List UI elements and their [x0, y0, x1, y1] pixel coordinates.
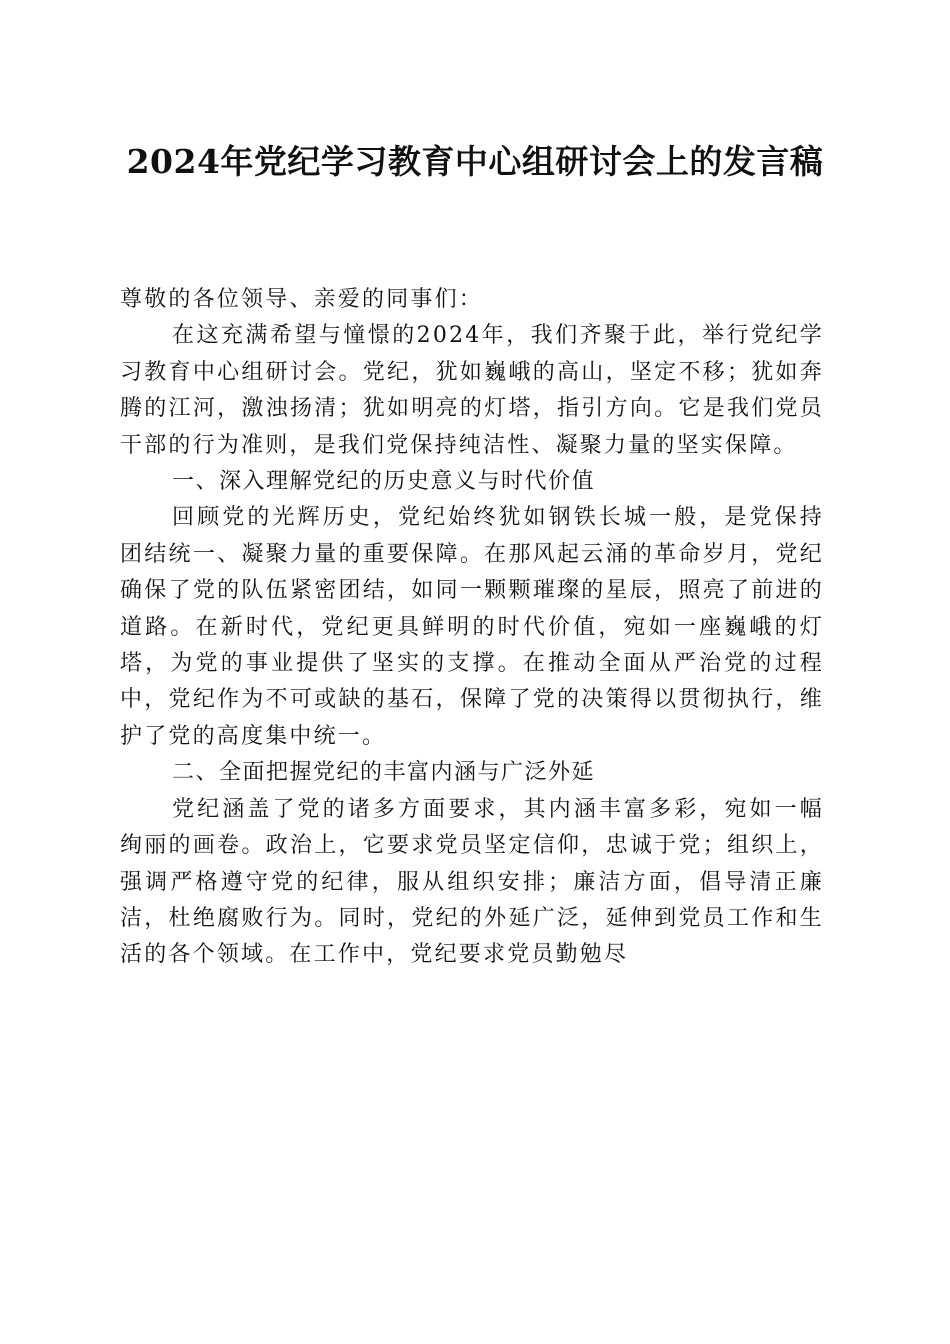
section-1-paragraph: 回顾党的光辉历史，党纪始终犹如钢铁长城一般，是党保持团结统一、凝聚力量的重要保障。在那风起云涌的革命岁月，党纪确保了党的队伍紧密团结，如同一颗颗璀璨的星辰，照亮了前进的道路。在新时代，党纪更具鲜明的时代价值，宛如一座巍峨的灯塔，为党的事业提供了坚实的支撑。在推动全面从严治党的过程中，党纪作为不可或缺的基石，保障了党的决策得以贯彻执行，维护了党的高度集中统一。 — [120, 505, 824, 749]
section-heading-2: 二、全面把握党纪的丰富内涵与广泛外延 — [172, 760, 596, 786]
document-body — [120, 282, 824, 974]
section-2-paragraph: 党纪涵盖了党的诸多方面要求，其内涵丰富多彩，宛如一幅绚丽的画卷。政治上，它要求党员坚定信仰，忠诚于党；组织上，强调严格遵守党的纪律，服从组织安排；廉洁方面，倡导清正廉洁，杜绝腐败行为。同时，党纪的外延广泛，延伸到党员工作和生活的各个领域。在工作中，党纪要求党员勤勉尽 — [120, 796, 824, 968]
section-heading-1: 一、深入理解党纪的历史意义与时代价值 — [172, 469, 596, 495]
document-title: 2024年党纪学习教育中心组研讨会上的发言稿 — [126, 142, 824, 181]
intro-paragraph: 在这充满希望与憧憬的2024年，我们齐聚于此，举行党纪学习教育中心组研讨会。党纪，犹如巍峨的高山，坚定不移；犹如奔腾的江河，激浊扬清；犹如明亮的灯塔，指引方向。它是我们党员干部的行为准则，是我们党保持纯洁性、凝聚力量的坚实保障。 — [120, 323, 824, 458]
greeting-line: 尊敬的各位领导、亲爱的同事们： — [120, 287, 484, 312]
